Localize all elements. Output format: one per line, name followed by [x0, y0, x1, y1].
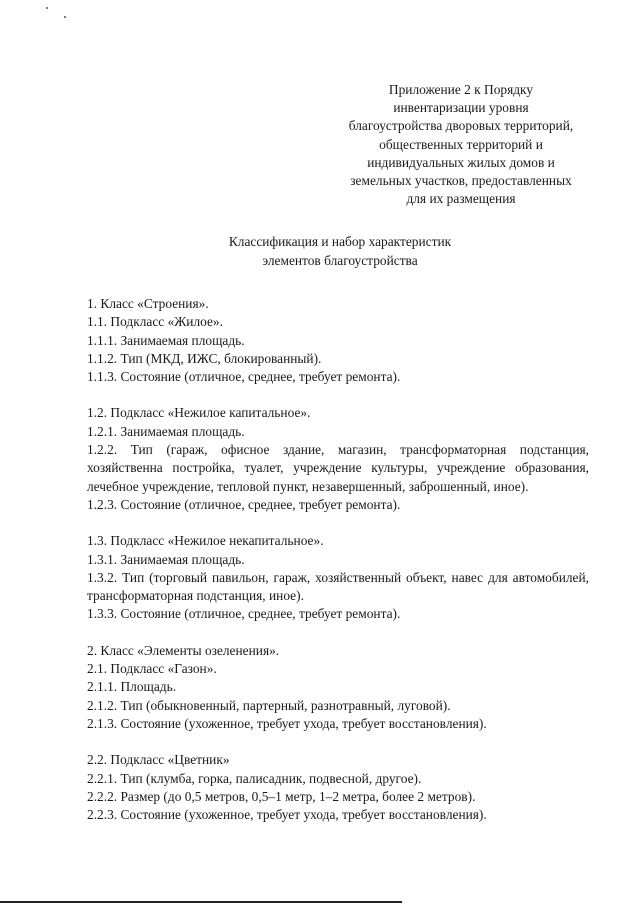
list-item: 1.3.1. Занимаемая площадь. — [87, 551, 245, 567]
header-line: общественных территорий и — [379, 136, 543, 152]
appendix-header — [330, 81, 592, 208]
list-item: 1.1.3. Состояние (отличное, среднее, требует ремонта). — [87, 369, 401, 385]
section-buildings-residential — [87, 295, 589, 386]
list-item: 1.1.1. Занимаемая площадь. — [87, 332, 245, 348]
section-greenery-flowerbed — [87, 751, 589, 824]
list-item: 2.2.1. Тип (клумба, горка, палисадник, подвесной, другое). — [87, 770, 422, 786]
list-item: 2.2.3. Состояние (ухоженное, требует ухода, требует восстановления). — [87, 807, 487, 823]
list-item: 1. Класс «Строения». — [87, 296, 209, 311]
list-item: 1.3. Подкласс «Нежилое некапитальное». — [87, 533, 324, 549]
list-item: 1.1. Подкласс «Жилое». — [87, 314, 223, 330]
list-item: 2.2. Подкласс «Цветник» — [87, 752, 230, 768]
list-item: 1.3.3. Состояние (отличное, среднее, требует ремонта). — [87, 606, 401, 622]
list-item: 2.1. Подкласс «Газон». — [87, 661, 217, 677]
list-item: 1.3.2. Тип (торговый павильон, гараж, хозяйственный объект, навес для автомобилей, трансформаторная подстанция, иное). — [87, 569, 589, 604]
paragraph-gap — [87, 386, 589, 404]
classification-list — [87, 295, 589, 824]
paragraph-gap — [87, 624, 589, 642]
section-nonresidential-capital — [87, 404, 589, 514]
header-line: Приложение 2 к Порядку — [388, 82, 534, 97]
list-item: 2. Класс «Элементы озеленения». — [87, 642, 280, 658]
list-item: 1.1.2. Тип (МКД, ИЖС, блокированный). — [87, 350, 322, 366]
header-line: земельных участков, предоставленных — [350, 173, 572, 189]
scan-speck — [64, 16, 66, 18]
scan-speck — [46, 7, 48, 9]
list-item: 1.2.3. Состояние (отличное, среднее, требует ремонта). — [87, 496, 401, 512]
list-item: 2.1.2. Тип (обыкновенный, партерный, разнотравный, луговой). — [87, 697, 451, 713]
section-nonresidential-noncapital — [87, 532, 589, 623]
section-greenery-lawn — [87, 642, 589, 733]
paragraph-gap — [87, 733, 589, 751]
paragraph-gap — [87, 514, 589, 532]
title-line: элементов благоустройства — [262, 252, 418, 268]
list-item: 2.1.1. Площадь. — [87, 679, 177, 695]
footer-rule — [0, 901, 402, 903]
list-item: 1.2.1. Занимаемая площадь. — [87, 423, 245, 439]
header-line: инвентаризации уровня — [393, 100, 529, 116]
list-item: 2.1.3. Состояние (ухоженное, требует ухода, требует восстановления). — [87, 715, 487, 731]
list-item: 1.2.2. Тип (гараж, офисное здание, магазин, трансформаторная подстанция, хозяйственна постройка, туалет, учреждение культуры, учреждение образования, лечебное учреждение, тепловой пункт, незавершенный, заброшенный, иное). — [87, 442, 589, 494]
document-title — [160, 233, 520, 270]
list-item: 2.2.2. Размер (до 0,5 метров, 0,5–1 метр, 1–2 метра, более 2 метров). — [87, 788, 476, 804]
header-line: для их размещения — [406, 191, 516, 207]
header-line: благоустройства дворовых территорий, — [348, 118, 574, 134]
title-line: Классификация и набор характеристик — [228, 234, 452, 249]
list-item: 1.2. Подкласс «Нежилое капитальное». — [87, 405, 311, 421]
header-line: индивидуальных жилых домов и — [367, 154, 555, 170]
